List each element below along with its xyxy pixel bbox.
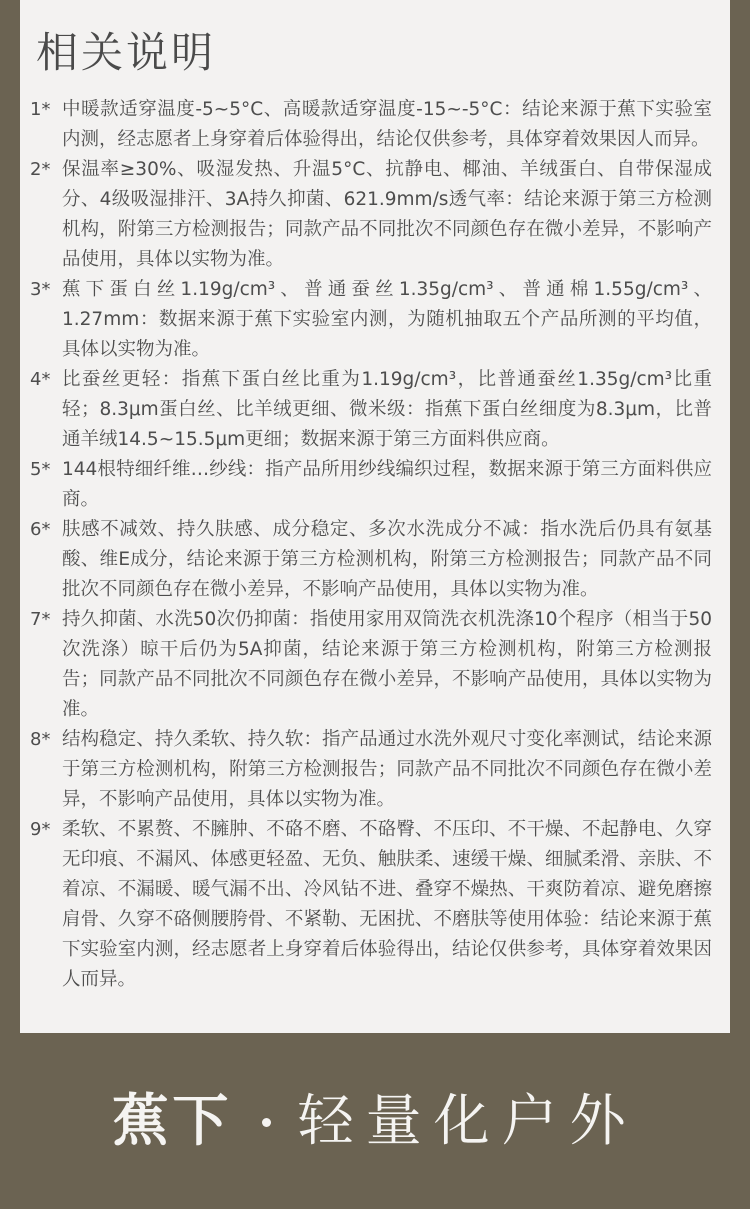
note-marker: 8* [30, 729, 51, 750]
note-marker: 6* [30, 519, 51, 540]
brand-separator-dot [262, 1118, 271, 1127]
note-item-4 [30, 365, 712, 455]
notes-list [30, 95, 712, 995]
brand-slogan: 轻量化户外 [297, 1089, 638, 1154]
section-title: 相关说明 [36, 28, 217, 77]
note-item-7 [30, 605, 712, 725]
notes-card [20, 0, 730, 1033]
note-text: 144根特细纤维…纱线：指产品所用纱线编织过程，数据来源于第三方面料供应商。 [62, 459, 712, 510]
note-marker: 2* [30, 159, 51, 180]
brand-footer [0, 1082, 750, 1162]
note-text: 保温率≥30%、吸湿发热、升温5°C、抗静电、椰油、羊绒蛋白、自带保湿成分、4级吸湿排汗、3A持久抑菌、621.9mm/s透气率：结论来源于第三方检测机构，附第三方检测报告；同款产品不同批次不同颜色存在微小差异，不影响产品使用，具体以实物为准。 [62, 159, 712, 270]
note-marker: 4* [30, 369, 51, 390]
brand-name: 蕉下 [112, 1089, 233, 1154]
note-text: 蕉下蛋白丝1.19g/cm³、普通蚕丝1.35g/cm³、普通棉1.55g/cm³、1.27mm：数据来源于蕉下实验室内测，为随机抽取五个产品所测的平均值，具体以实物为准。 [62, 279, 712, 360]
note-item-9 [30, 815, 712, 995]
note-item-3 [30, 275, 712, 365]
note-text: 结构稳定、持久柔软、持久软：指产品通过水洗外观尺寸变化率测试，结论来源于第三方检测机构，附第三方检测报告；同款产品不同批次不同颜色存在微小差异，不影响产品使用，具体以实物为准。 [62, 729, 712, 810]
note-item-6 [30, 515, 712, 605]
note-item-1 [30, 95, 712, 155]
note-marker: 1* [30, 99, 51, 120]
note-marker: 7* [30, 609, 51, 630]
note-marker: 3* [30, 279, 51, 300]
note-text: 持久抑菌、水洗50次仍抑菌：指使用家用双筒洗衣机洗涤10个程序（相当于50次洗涤）晾干后仍为5A抑菌，结论来源于第三方检测机构，附第三方检测报告；同款产品不同批次不同颜色存在微小差异，不影响产品使用，具体以实物为准。 [62, 609, 712, 720]
note-text: 中暖款适穿温度-5~5°C、高暖款适穿温度-15~-5°C：结论来源于蕉下实验室内测，经志愿者上身穿着后体验得出，结论仅供参考，具体穿着效果因人而异。 [62, 99, 712, 150]
note-text: 比蚕丝更轻：指蕉下蛋白丝比重为1.19g/cm³，比普通蚕丝1.35g/cm³比重轻；8.3μm蛋白丝、比羊绒更细、微米级：指蕉下蛋白丝细度为8.3μm，比普通羊绒14.5~15.5μm更细；数据来源于第三方面料供应商。 [62, 369, 712, 450]
note-marker: 5* [30, 459, 51, 480]
note-item-8 [30, 725, 712, 815]
note-item-5 [30, 455, 712, 515]
note-item-2 [30, 155, 712, 275]
note-text: 柔软、不累赘、不臃肿、不硌不磨、不硌臀、不压印、不干燥、不起静电、久穿无印痕、不漏风、体感更轻盈、无负、触肤柔、速缓干燥、细腻柔滑、亲肤、不着凉、不漏暖、暖气漏不出、冷风钻不进、叠穿不燥热、干爽防着凉、避免磨擦肩骨、久穿不硌侧腰胯骨、不紧勒、无困扰、不磨肤等使用体验：结论来源于蕉下实验室内测，经志愿者上身穿着后体验得出，结论仅供参考，具体穿着效果因人而异。 [62, 819, 712, 990]
note-text: 肤感不减效、持久肤感、成分稳定、多次水洗成分不减：指水洗后仍具有氨基酸、维E成分，结论来源于第三方检测机构，附第三方检测报告；同款产品不同批次不同颜色存在微小差异，不影响产品使用，具体以实物为准。 [62, 519, 712, 600]
note-marker: 9* [30, 819, 51, 840]
